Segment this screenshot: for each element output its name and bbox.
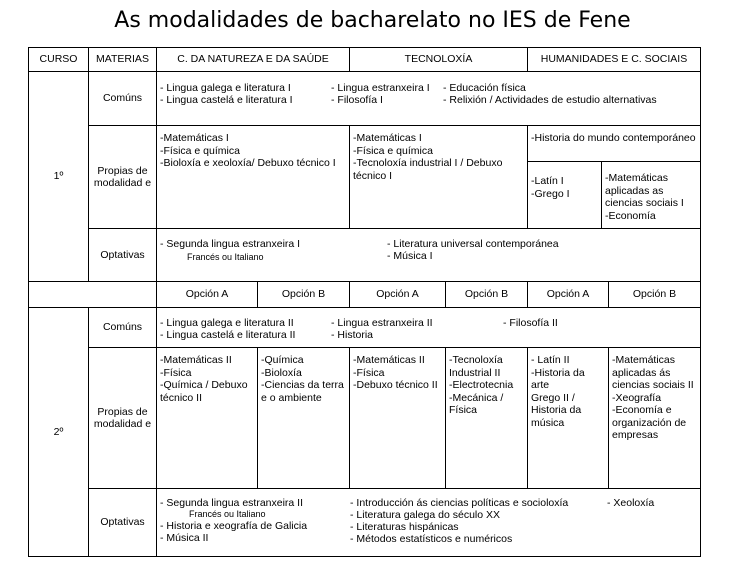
year2-hum-a-1: - Latín II [531,354,570,366]
year2-optativas-label: Optativas [88,488,157,557]
year1-optativas [156,228,701,282]
option-nat-b: Opción B [257,281,350,308]
year2-opt-b1: - Introducción ás ciencias políticas e socioloxía [350,497,569,509]
year1-comuns [156,71,701,126]
year1-hum-top: -Historia do mundo contemporáneo [527,125,701,162]
option-tec-a: Opción A [349,281,446,308]
year1-tec-2: -Física e química [353,144,433,157]
header-natureza: C. DA NATUREZA E DA SAÚDE [156,47,350,72]
year1-hum-right-2: -Economía [605,209,656,222]
year1-comuns-b1: - Lingua estranxeira I [331,82,430,94]
year2-tec-b-1: -Tecnoloxía Industrial II [449,354,503,379]
year1-propias-tecnoloxia [349,125,528,229]
year2-nat-a-1: -Matemáticas II [160,354,232,366]
year1-propias-label: Propias de modalidad e [88,125,157,229]
year2-opt-b4: - Métodos estatísticos e numéricos [350,533,513,545]
year1-hum-left [527,161,602,229]
year1-nat-3: -Bioloxía e xeoloxía/ Debuxo técnico I [160,157,336,169]
year2-hum-a-2: -Historia da arte [531,366,585,391]
year2-comuns-a2: - Lingua castelá e literatura II [160,329,296,341]
year1-hum-left-2: -Grego I [531,187,570,200]
year1-comuns-b2: - Filosofía I [331,94,383,106]
year2-nat-b [257,347,350,489]
year2-tec-a-2: -Física [353,366,385,379]
year1-comuns-label: Comúns [88,71,157,126]
year1-nat-1: -Matemáticas I [160,132,229,144]
year2-comuns-c1: - Filosofía II [503,317,558,329]
year2-hum-b-3: -Economía e organización de empresas [612,404,687,441]
year2-hum-b-1: -Matemáticas aplicadas ás ciencias sociais II [612,354,694,391]
year2-label: 2º [28,307,89,557]
option-hum-b: Opción B [608,281,701,308]
year2-opt-b2: - Literatura galega do século XX [350,509,501,521]
year1-comuns-a2: - Lingua castelá e literatura I [160,94,293,106]
year2-opt-c1: - Xeoloxía [607,497,655,509]
header-curso: CURSO [28,47,89,72]
year2-nat-b-3: -Ciencias da terra e o ambiente [261,379,344,404]
year2-opt-a1: - Segunda lingua estranxeira II [160,497,304,509]
year2-nat-b-1: -Química [261,354,304,366]
header-tecnoloxia: TECNOLOXÍA [349,47,528,72]
year1-opt-b2: - Música I [387,250,433,262]
year2-tec-b-3: -Mecánica / Física [449,391,504,416]
options-row-spacer [28,281,157,308]
year1-tec-3: -Tecnoloxía industrial I / Debuxo técnico I [353,157,503,182]
year2-comuns [156,307,701,348]
year1-nat-2: -Física e química [160,144,240,157]
year1-opt-a2: Francés ou Italiano [187,252,264,262]
year1-hum-right-1: -Matemáticas aplicadas as ciencias sociais I [605,172,684,209]
year2-opt-a4: - Música II [160,532,209,544]
year2-nat-a [156,347,258,489]
header-humanidades: HUMANIDADES E C. SOCIAIS [527,47,701,72]
year2-opt-a3: - Historia e xeografía de Galicia [160,520,308,532]
year2-tec-a [349,347,446,489]
year1-comuns-a1: - Lingua galega e literatura I [160,82,291,94]
year1-comuns-c1: - Educación física [443,82,526,94]
year1-tec-1: -Matemáticas I [353,132,422,144]
year1-optativas-label: Optativas [88,228,157,282]
year2-comuns-b1: - Lingua estranxeira II [331,317,433,329]
bacharelato-table [28,47,701,557]
year1-comuns-c2: - Relixión / Actividades de estudio alternativas [443,94,657,106]
option-hum-a: Opción A [527,281,609,308]
year2-optativas [156,488,701,557]
year1-opt-a1: - Segunda lingua estranxeira I [160,238,301,250]
option-tec-b: Opción B [445,281,528,308]
year2-nat-b-2: -Bioloxía [261,366,302,379]
year2-hum-b [608,347,701,489]
year2-hum-a-3: Grego II / Historia da música [531,391,582,429]
year2-tec-b [445,347,528,489]
year1-hum-right [601,161,701,229]
year2-opt-b3: - Literaturas hispánicas [350,521,459,533]
year1-opt-b1: - Literatura universal contemporánea [387,238,559,250]
year2-nat-a-2: -Física [160,366,192,379]
year2-comuns-a1: - Lingua galega e literatura II [160,317,294,329]
year2-tec-a-1: -Matemáticas II [353,354,425,366]
year1-propias-natureza [156,125,350,229]
year1-label: 1º [28,71,89,282]
year2-nat-a-3: -Química / Debuxo técnico II [160,379,248,404]
year2-hum-b-2: -Xeografía [612,391,662,404]
year2-tec-a-3: -Debuxo técnico II [353,379,438,391]
option-nat-a: Opción A [156,281,258,308]
year2-propias-label: Propias de modalidad e [88,347,157,489]
year2-tec-b-2: -Electrotecnia [449,379,514,391]
year2-comuns-b2: - Historia [331,329,374,341]
year2-hum-a [527,347,609,489]
year1-hum-left-1: -Latín I [531,175,564,187]
page-title: As modalidades de bacharelato no IES de Fene [114,8,631,33]
header-materias: MATERIAS [88,47,157,72]
year2-opt-a2: Francés ou Italiano [189,509,266,519]
year2-comuns-label: Comúns [88,307,157,348]
